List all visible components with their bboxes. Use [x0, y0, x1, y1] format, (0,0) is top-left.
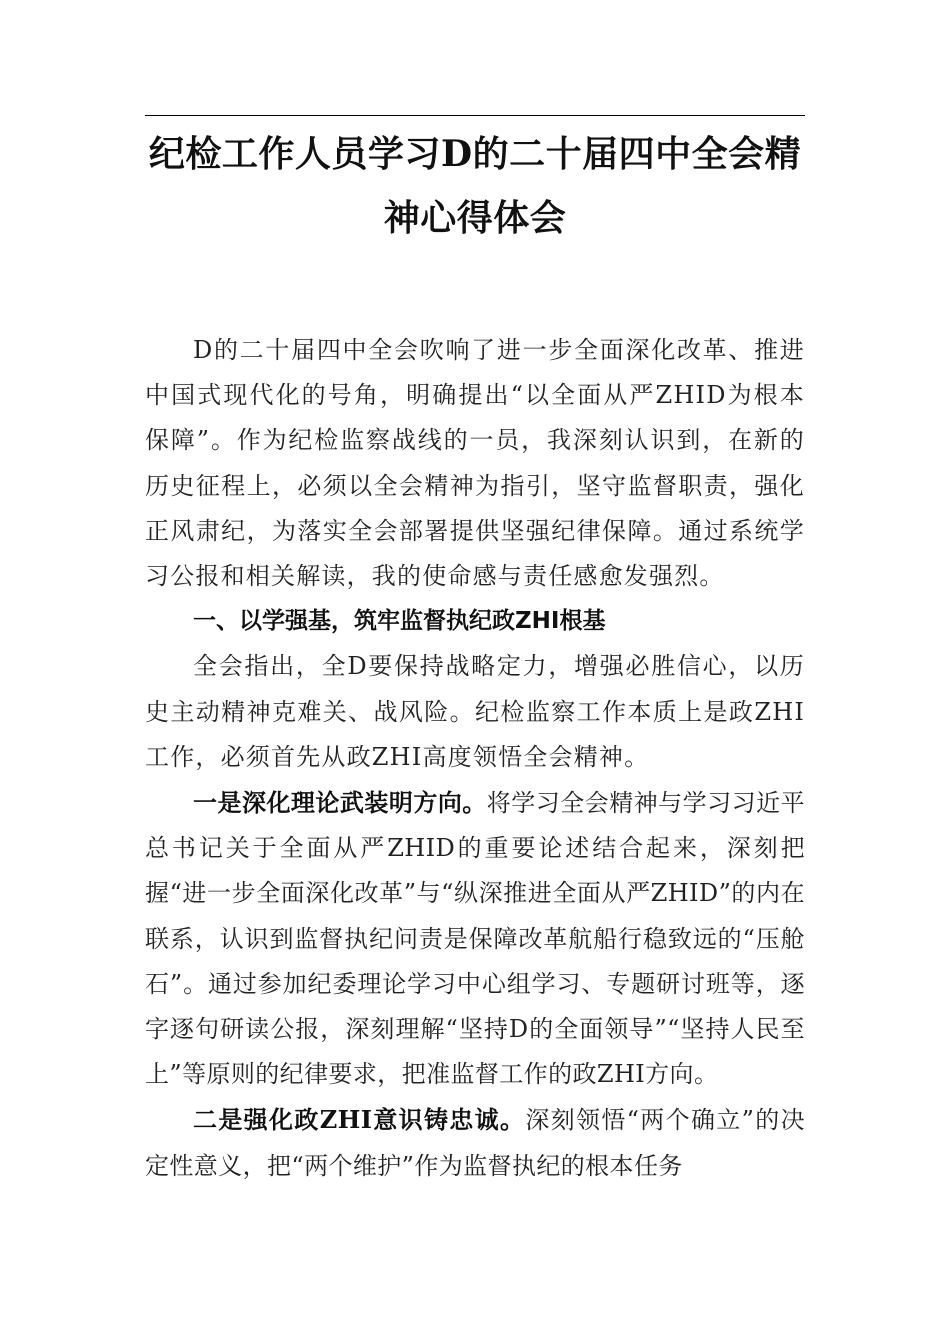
intro-paragraph: D的二十届四中全会吹响了进一步全面深化改革、推进中国式现代化的号角，明确提出“以全面从严ZHID为根本保障”。作为纪检监察战线的一员，我深刻认识到，在新的历史征程上，必须以全会精神为指引，坚守监督职责，强化正风肃纪，为落实全会部署提供坚强纪律保障。通过系统学习公报和相关解读，我的使命感与责任感愈发强烈。 [145, 336, 805, 591]
document-title: 纪检工作人员学习D的二十届四中全会精神心得体会 [148, 133, 802, 239]
section-intro-paragraph: 全会指出，全D要保持战略定力，增强必胜信心，以历史主动精神克难关、战风险。纪检监察工作本质上是政ZHI工作，必须首先从政ZHI高度领悟全会精神。 [145, 652, 805, 771]
point-one-lead: 一是深化理论武装明方向。 [193, 788, 487, 818]
header-rule [145, 115, 805, 116]
point-one-paragraph [145, 780, 805, 1097]
point-one-text: 将学习全会精神与学习习近平总书记关于全面从严ZHID的重要论述结合起来，深刻把握“进一步全面深化改革”与“纵深推进全面从严ZHID”的内在联系，认识到监督执纪问责是保障改革航船行稳致远的“压舱石”。通过参加纪委理论学习中心组学习、专题研讨班等，逐字逐句研读公报，深刻理解“坚持D的全面领导”“坚持人民至上”等原则的纪律要求，把准监督工作的政ZHI方向。 [145, 789, 805, 1089]
point-two-text: 深刻领悟“两个确立”的决定性意义，把“两个维护”作为监督执纪的根本任务 [145, 1106, 805, 1180]
point-two-paragraph [145, 1097, 805, 1188]
point-two-lead: 二是强化政ZHI意识铸忠诚。 [193, 1105, 526, 1135]
section-heading: 一、以学强基，筑牢监督执纪政ZHI根基 [193, 608, 606, 635]
document-body [145, 328, 805, 1189]
